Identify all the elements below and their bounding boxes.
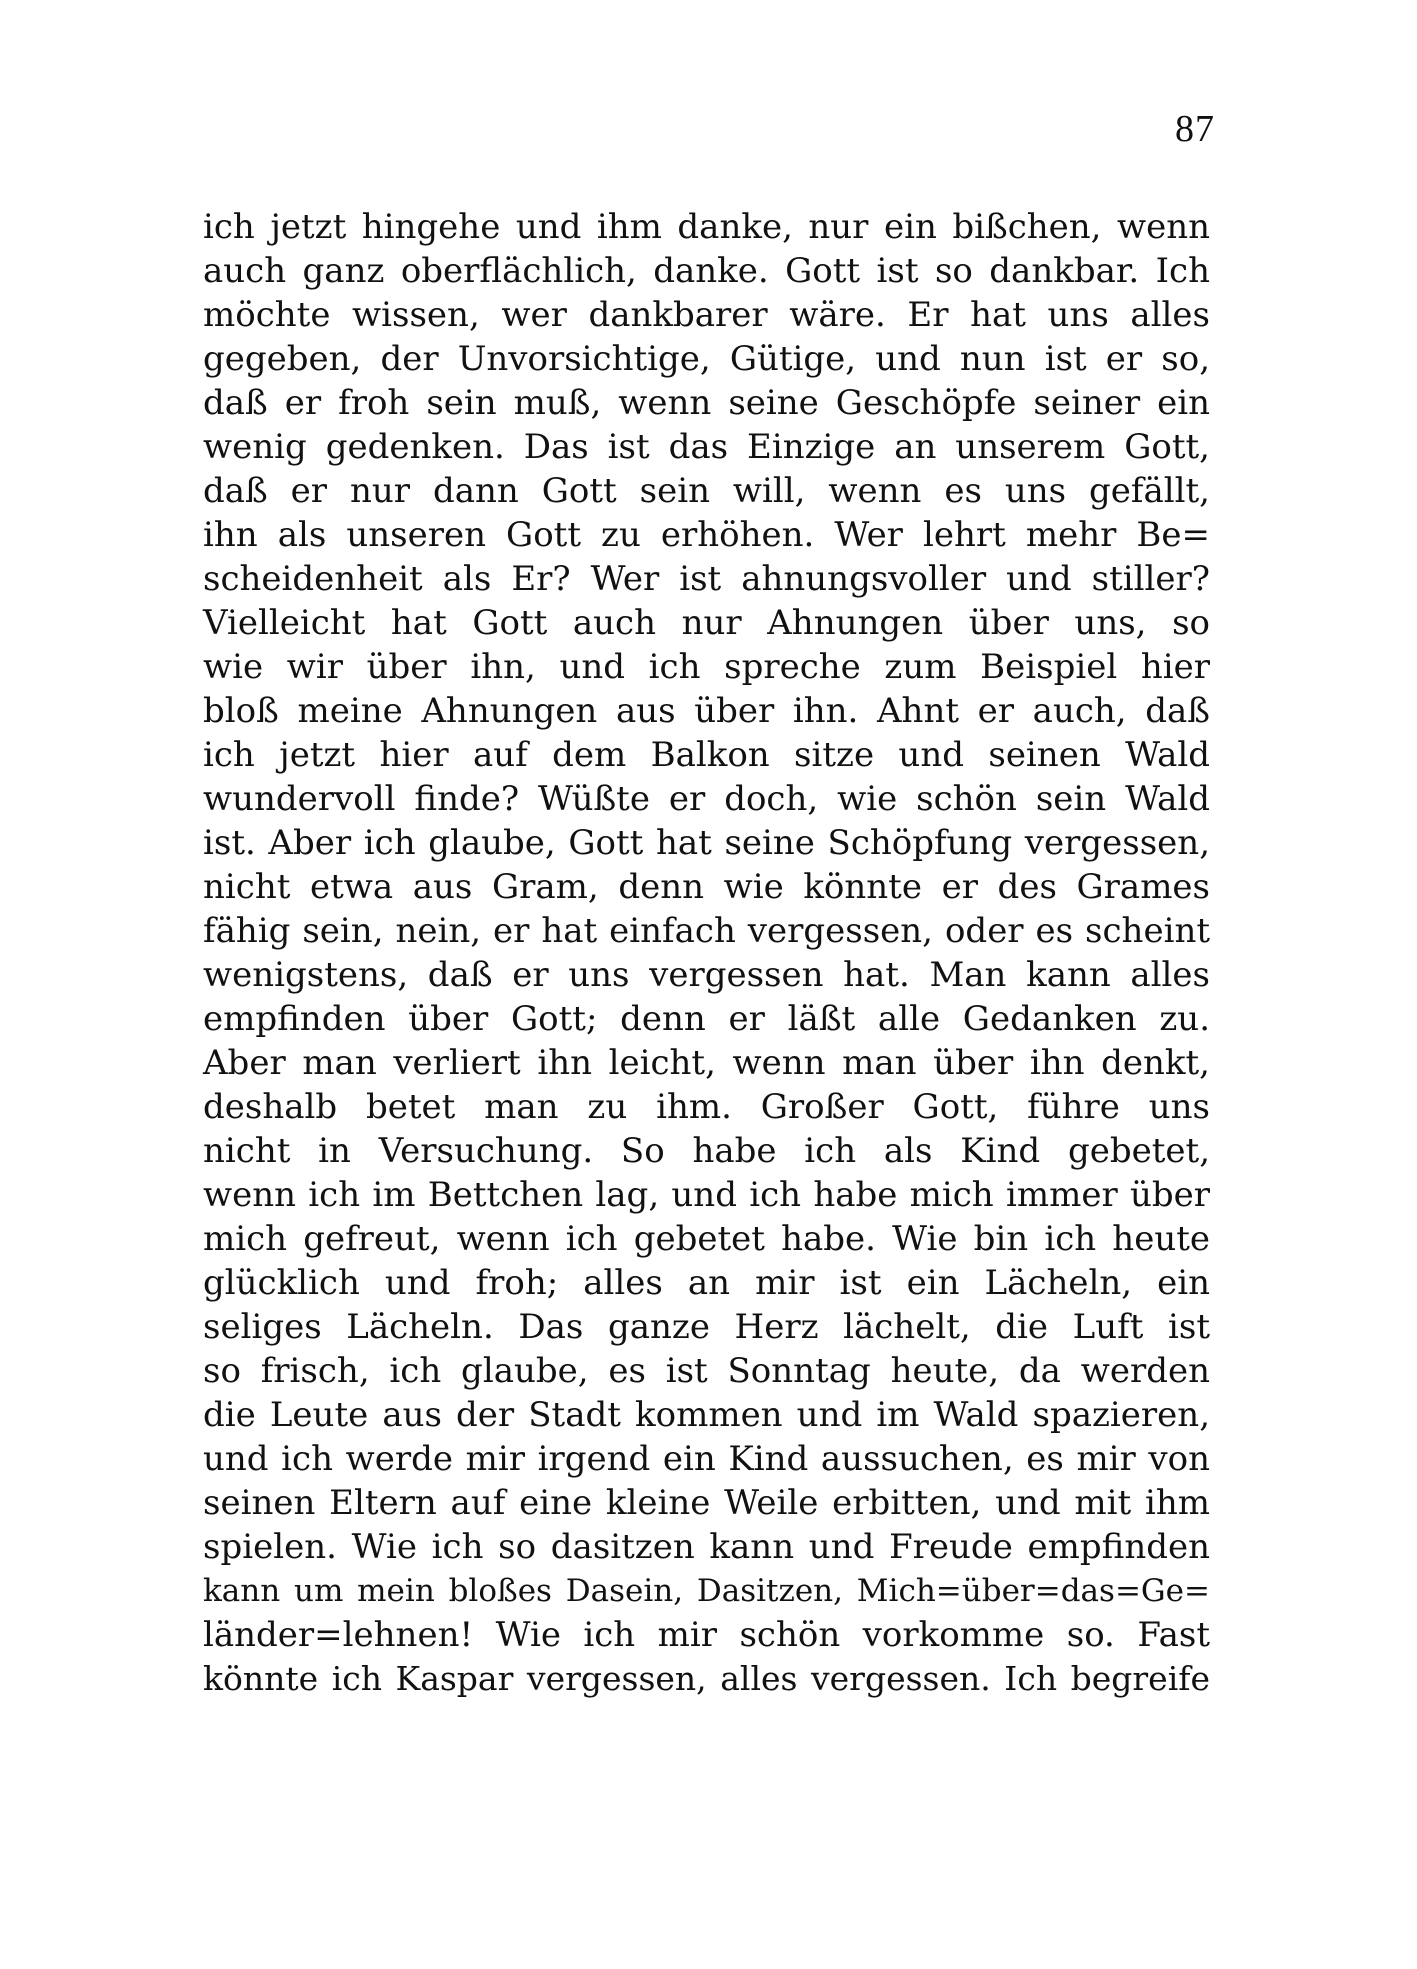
text-line: ich jetzt hingehe und ihm danke, nur ein bißchen, wenn <box>203 207 1210 247</box>
text-line: scheidenheit als Er? Wer ist ahnungsvoller und stiller? <box>203 559 1210 599</box>
text-line: und ich werde mir irgend ein Kind aussuchen, es mir von <box>203 1439 1210 1479</box>
text-line: die Leute aus der Stadt kommen und im Wald spazieren, <box>203 1395 1210 1435</box>
text-line: nicht in Versuchung. So habe ich als Kind gebetet, <box>203 1131 1210 1171</box>
text-line: fähig sein, nein, er hat einfach vergessen, oder es scheint <box>203 911 1210 951</box>
text-line: daß er froh sein muß, wenn seine Geschöpfe seiner ein <box>203 383 1210 423</box>
text-line: empfinden über Gott; denn er läßt alle Gedanken zu. <box>203 999 1210 1039</box>
text-line: deshalb betet man zu ihm. Großer Gott, führe uns <box>203 1087 1210 1127</box>
text-line: nicht etwa aus Gram, denn wie könnte er des Grames <box>203 867 1210 907</box>
text-line: könnte ich Kaspar vergessen, alles vergessen. Ich begreife <box>203 1659 1210 1698</box>
text-line: seliges Lächeln. Das ganze Herz lächelt, die Luft ist <box>203 1307 1210 1347</box>
text-line: spielen. Wie ich so dasitzen kann und Freude empfinden <box>203 1527 1210 1567</box>
text-line: seinen Eltern auf eine kleine Weile erbitten, und mit ihm <box>203 1483 1210 1523</box>
body-text <box>203 205 1210 1701</box>
page-number: 87 <box>1175 108 1215 150</box>
text-line: mich gefreut, wenn ich gebetet habe. Wie bin ich heute <box>203 1219 1210 1259</box>
text-line: wenn ich im Bettchen lag, und ich habe mich immer über <box>203 1175 1210 1215</box>
text-line: wundervoll finde? Wüßte er doch, wie schön sein Wald <box>203 779 1210 819</box>
text-line: Vielleicht hat Gott auch nur Ahnungen über uns, so <box>203 603 1210 643</box>
text-line: daß er nur dann Gott sein will, wenn es uns gefällt, <box>203 471 1210 511</box>
text-line: glücklich und froh; alles an mir ist ein Lächeln, ein <box>203 1263 1210 1303</box>
text-line: bloß meine Ahnungen aus über ihn. Ahnt er auch, daß <box>203 691 1210 731</box>
text-line: auch ganz oberflächlich, danke. Gott ist so dankbar. Ich <box>203 251 1210 291</box>
text-line: Aber man verliert ihn leicht, wenn man über ihn denkt, <box>203 1043 1210 1083</box>
text-line: ich jetzt hier auf dem Balkon sitze und seinen Wald <box>203 735 1210 775</box>
text-line: ist. Aber ich glaube, Gott hat seine Schöpfung vergessen, <box>203 823 1210 863</box>
text-line: wenig gedenken. Das ist das Einzige an unserem Gott, <box>203 427 1210 467</box>
text-line: wenigstens, daß er uns vergessen hat. Man kann alles <box>203 955 1210 995</box>
text-line: so frisch, ich glaube, es ist Sonntag heute, da werden <box>203 1351 1210 1391</box>
text-line: kann um mein bloßes Dasein, Dasitzen, Mich=über=das=Ge= <box>203 1573 1210 1609</box>
text-line: länder=lehnen! Wie ich mir schön vorkomme so. Fast <box>203 1615 1210 1655</box>
text-line: gegeben, der Unvorsichtige, Gütige, und nun ist er so, <box>203 339 1210 379</box>
text-line: wie wir über ihn, und ich spreche zum Beispiel hier <box>203 647 1210 687</box>
text-line: ihn als unseren Gott zu erhöhen. Wer lehrt mehr Be= <box>203 515 1210 555</box>
text-line: möchte wissen, wer dankbarer wäre. Er hat uns alles <box>203 295 1210 335</box>
